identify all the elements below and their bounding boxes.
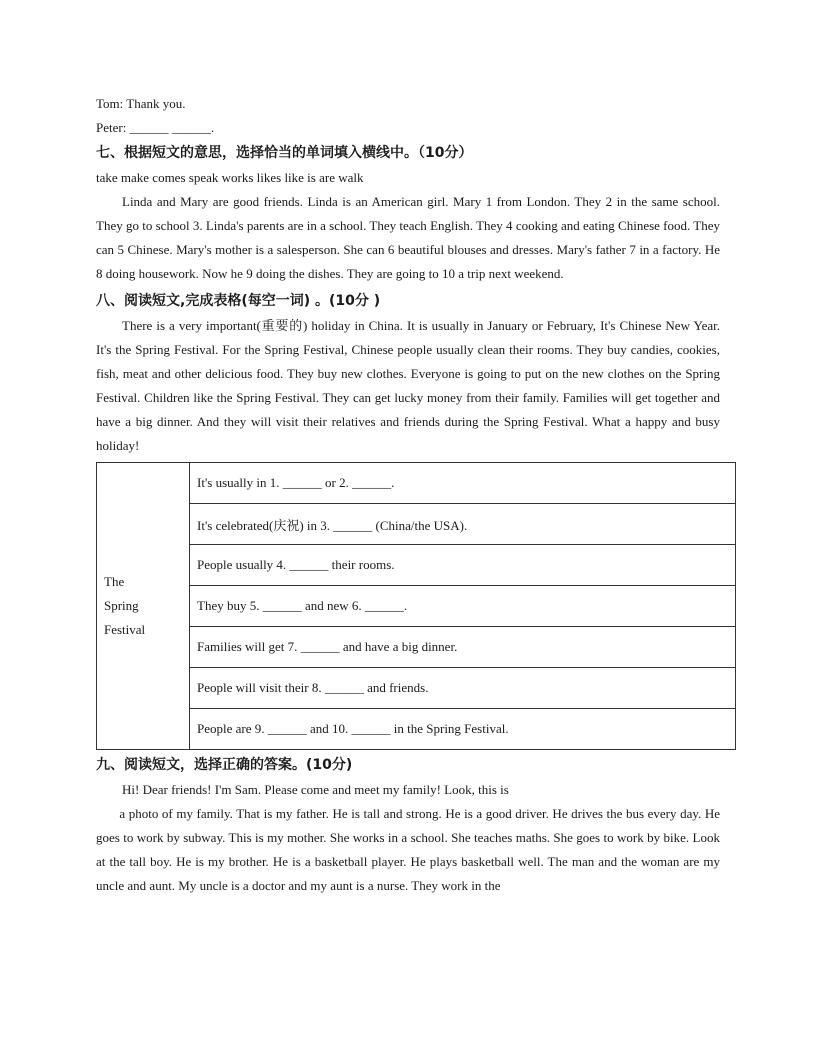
spring-festival-table [96, 462, 736, 750]
table-cell: People usually 4. ______ their rooms. [190, 545, 736, 586]
section9-heading: 九、阅读短文，选择正确的答案。(10分) [96, 757, 353, 773]
section8-heading: 八、阅读短文,完成表格(每空一词) 。(10分 ) [96, 293, 381, 309]
table-cell: It's usually in 1. ______ or 2. ______. [190, 463, 736, 504]
table-label-cell [97, 463, 190, 750]
table-row [97, 463, 736, 504]
table-row [97, 709, 736, 750]
document-page [96, 92, 720, 898]
table-cell: It's celebrated(庆祝) in 3. ______ (China/the USA). [190, 504, 736, 545]
dialogue-line-peter: Peter: ______ ______. [96, 120, 215, 135]
table-label-text: The Spring Festival [104, 574, 146, 637]
table-cell: People will visit their 8. ______ and friends. [190, 668, 736, 709]
table-row [97, 668, 736, 709]
table-row [97, 545, 736, 586]
section7-heading: 七、根据短文的意思，选择恰当的单词填入横线中。（10分） [96, 145, 473, 161]
table-cell: They buy 5. ______ and new 6. ______. [190, 586, 736, 627]
table-row [97, 586, 736, 627]
section9-line1: Hi! Dear friends! I'm Sam. Please come and meet my family! Look, this is [122, 782, 509, 797]
table-row [97, 627, 736, 668]
section9-passage: a photo of my family. That is my father. He is tall and strong. He is a good driver. He drives the bus every day. He goes to work by subway. This is my mother. She works in a school. She teaches maths. She goes to work by bike. Look at the tall boy. He is my brother. He is a basketball player. He plays basketball well. The man and the woman are my uncle and aunt. My uncle is a doctor and my aunt is a nurse. They work in the [96, 806, 720, 893]
table-cell: People are 9. ______ and 10. ______ in the Spring Festival. [190, 709, 736, 750]
section7-word-bank: take make comes speak works likes like is are walk [96, 170, 364, 185]
table-row [97, 504, 736, 545]
dialogue-line-tom: Tom: Thank you. [96, 96, 186, 111]
section7-passage: Linda and Mary are good friends. Linda is an American girl. Mary 1 from London. They 2 in the same school. They go to school 3. Linda's parents are in a school. They teach English. They 4 cooking and eating Chinese food. They can 5 Chinese. Mary's mother is a salesperson. She can 6 beautiful blouses and dresses. Mary's father 7 in a factory. He 8 doing housework. Now he 9 doing the dishes. They are going to 10 a trip next weekend. [96, 194, 720, 281]
section8-passage: There is a very important(重要的) holiday in China. It is usually in January or February, It's Chinese New Year. It's the Spring Festival. For the Spring Festival, Chinese people usually clean their rooms. They buy candies, cookies, fish, meat and other delicious food. They buy new clothes. Everyone is going to put on the new clothes on the Spring Festival. Children like the Spring Festival. They can get lucky money from their family. Families will get together and have a big dinner. And they will visit their relatives and friends during the Spring Festival. What a happy and busy holiday! [96, 318, 720, 453]
table-cell: Families will get 7. ______ and have a big dinner. [190, 627, 736, 668]
